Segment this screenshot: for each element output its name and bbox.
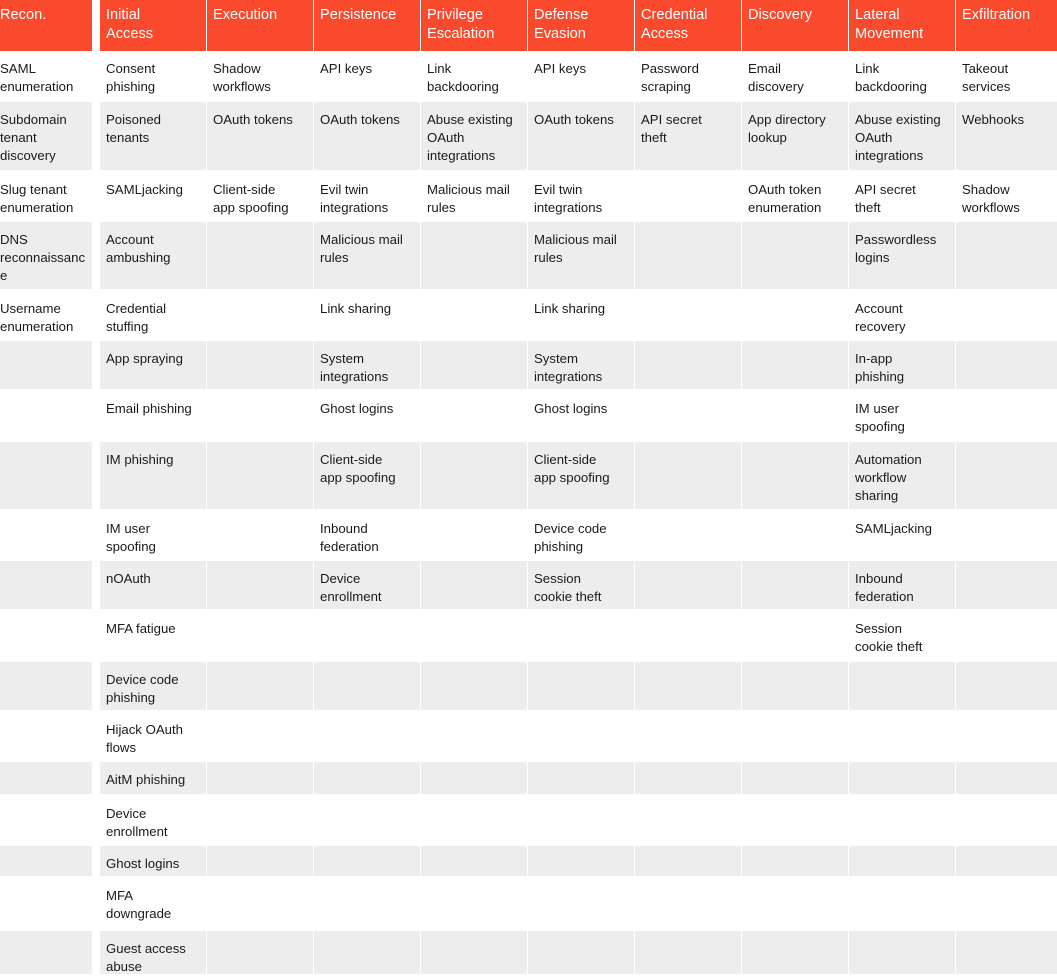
technique-cell: Guest access abuse [100,931,206,974]
technique-cell [207,878,313,929]
technique-cell: Ghost logins [534,401,608,416]
technique-cell: IM user spoofing [106,521,156,554]
tactic-header: Privilege Escalation [421,0,527,51]
technique-cell: Hijack OAuth flows [106,722,183,755]
tactic-column [528,0,634,974]
technique-cell [207,762,313,794]
technique-cell [0,442,92,509]
technique-cell: Client-side app spoofing [314,442,420,509]
technique-cell [528,878,634,929]
technique-cell [0,931,92,974]
technique-cell [0,662,92,710]
technique-cell: Session cookie theft [528,561,634,609]
technique-cell: SAMLjacking [106,182,183,197]
technique-cell: Password scraping [641,61,699,94]
technique-cell [207,561,313,609]
technique-cell [0,712,92,760]
technique-cell: App spraying [100,341,206,389]
technique-cell [0,611,92,660]
technique-cell: Malicious mail rules [528,222,634,289]
technique-cell [314,611,420,660]
technique-cell: MFA downgrade [106,888,172,921]
technique-cell: DNS reconnaissanc e [0,222,92,289]
technique-cell: API secret theft [855,182,916,215]
technique-cell [0,846,92,876]
technique-cell [956,662,1057,710]
technique-cell [0,878,92,929]
technique-cell [849,931,955,974]
technique-cell [314,712,420,760]
technique-cell [528,846,634,876]
technique-cell: MFA fatigue [106,621,176,636]
technique-cell [849,878,955,929]
technique-cell: Abuse existing OAuth integrations [849,102,955,170]
technique-cell [742,846,848,876]
tactic-column [421,0,527,974]
technique-cell: Username enumeration [0,301,74,334]
technique-cell [0,762,92,794]
technique-cell [956,846,1057,876]
technique-cell: API keys [320,61,373,76]
technique-cell: AitM phishing [100,762,206,794]
technique-cell [635,931,741,974]
technique-cell [421,391,527,440]
technique-cell: App directory lookup [742,102,848,170]
technique-cell [207,222,313,289]
technique-cell: Poisoned tenants [100,102,206,170]
technique-cell [635,662,741,710]
technique-cell [635,796,741,844]
technique-cell [207,511,313,559]
technique-cell [742,341,848,389]
technique-cell: Link backdooring [427,61,499,94]
tactic-column [100,0,206,974]
technique-cell: Link sharing [534,301,606,316]
technique-cell [956,442,1057,509]
technique-cell: API keys [534,61,587,76]
technique-cell [742,391,848,440]
technique-cell [635,172,741,220]
technique-cell: Account ambushing [100,222,206,289]
technique-cell: Session cookie theft [855,621,923,654]
tactic-column [956,0,1057,974]
technique-cell: OAuth tokens [207,102,313,170]
technique-cell [742,611,848,660]
technique-cell [0,511,92,559]
technique-cell [956,222,1057,289]
technique-cell [528,662,634,710]
technique-cell [635,291,741,339]
tactic-column [0,0,92,974]
technique-cell [207,712,313,760]
technique-cell [421,561,527,609]
technique-cell: Ghost logins [320,401,394,416]
technique-cell [421,846,527,876]
technique-cell [314,762,420,794]
technique-cell [956,391,1057,440]
technique-cell [742,291,848,339]
technique-cell [0,391,92,440]
technique-cell [956,931,1057,974]
technique-cell [635,611,741,660]
technique-cell [421,511,527,559]
technique-cell [635,561,741,609]
technique-cell [635,511,741,559]
technique-cell [421,796,527,844]
technique-cell [956,878,1057,929]
technique-cell: IM user spoofing [855,401,905,434]
technique-cell [742,222,848,289]
technique-cell [0,561,92,609]
technique-cell [742,511,848,559]
technique-cell [528,611,634,660]
technique-cell [956,561,1057,609]
technique-cell [849,712,955,760]
tactic-column [849,0,955,974]
technique-cell [742,931,848,974]
technique-cell [207,391,313,440]
technique-cell: Shadow workflows [213,61,271,94]
tactic-column [742,0,848,974]
technique-cell: Evil twin integrations [534,182,603,215]
technique-cell [207,291,313,339]
technique-cell: Device enrollment [106,806,168,839]
technique-cell: Link sharing [320,301,392,316]
technique-cell [635,341,741,389]
technique-cell [528,796,634,844]
technique-cell [207,796,313,844]
technique-cell: Device enrollment [314,561,420,609]
technique-cell [956,291,1057,339]
technique-cell [742,878,848,929]
technique-cell: Email phishing [106,401,192,416]
technique-cell: In-app phishing [849,341,955,389]
technique-cell [207,341,313,389]
technique-cell [956,712,1057,760]
technique-cell: Shadow workflows [962,182,1020,215]
technique-cell [207,611,313,660]
technique-cell: Email discovery [748,61,804,94]
tactic-header: Lateral Movement [849,0,955,51]
tactic-header: Credential Access [635,0,741,51]
technique-cell [742,662,848,710]
technique-cell [635,222,741,289]
technique-cell [849,846,955,876]
technique-cell [421,662,527,710]
technique-cell [742,762,848,794]
technique-cell [956,341,1057,389]
technique-cell [314,846,420,876]
technique-cell: Evil twin integrations [320,182,389,215]
tactic-header: Initial Access [100,0,206,51]
technique-cell: Inbound federation [849,561,955,609]
technique-cell [528,762,634,794]
technique-cell [207,662,313,710]
technique-cell: Ghost logins [100,846,206,876]
technique-cell [314,878,420,929]
technique-cell: SAMLjacking [855,521,932,536]
technique-cell [742,561,848,609]
technique-cell [849,662,955,710]
technique-cell: System integrations [314,341,420,389]
technique-cell [956,511,1057,559]
technique-cell: Abuse existing OAuth integrations [421,102,527,170]
technique-cell [742,796,848,844]
technique-cell [314,931,420,974]
technique-cell: IM phishing [100,442,206,509]
technique-cell [314,796,420,844]
technique-cell [207,846,313,876]
tactic-header: Persistence [314,0,420,51]
technique-cell [0,341,92,389]
technique-cell [314,662,420,710]
technique-cell: Malicious mail rules [427,182,510,215]
technique-cell: OAuth token enumeration [748,182,822,215]
technique-cell [635,712,741,760]
technique-cell [207,931,313,974]
technique-cell [742,442,848,509]
technique-cell [207,442,313,509]
technique-cell: Slug tenant enumeration [0,182,74,215]
technique-cell: Takeout services [962,61,1011,94]
technique-cell [956,762,1057,794]
technique-cell [635,442,741,509]
tactic-header: Defense Evasion [528,0,634,51]
technique-cell [635,391,741,440]
technique-cell: nOAuth [100,561,206,609]
technique-cell [635,878,741,929]
technique-cell: Consent phishing [106,61,156,94]
technique-cell [421,712,527,760]
technique-cell: Credential stuffing [106,301,167,334]
technique-cell [742,712,848,760]
technique-cell [421,341,527,389]
technique-cell [849,762,955,794]
tactic-header: Discovery [742,0,848,51]
technique-cell: Malicious mail rules [314,222,420,289]
technique-cell [421,762,527,794]
technique-cell [421,442,527,509]
technique-cell: Client-side app spoofing [213,182,289,215]
technique-cell: Subdomain tenant discovery [0,102,92,170]
technique-cell: API secret theft [635,102,741,170]
technique-cell [421,222,527,289]
technique-cell [956,796,1057,844]
technique-cell: Passwordless logins [849,222,955,289]
technique-cell: Automation workflow sharing [849,442,955,509]
technique-cell: Link backdooring [855,61,927,94]
technique-cell: System integrations [528,341,634,389]
technique-cell [635,762,741,794]
technique-cell [421,291,527,339]
technique-cell: Device code phishing [534,521,607,554]
technique-cell [421,878,527,929]
technique-cell [956,611,1057,660]
technique-cell: Inbound federation [320,521,379,554]
technique-cell: OAuth tokens [528,102,634,170]
tactic-header: Recon. [0,0,92,51]
technique-cell [849,796,955,844]
technique-cell: Account recovery [855,301,906,334]
technique-cell: Device code phishing [100,662,206,710]
technique-cell [421,931,527,974]
technique-cell [421,611,527,660]
technique-cell [635,846,741,876]
technique-cell: SAML enumeration [0,61,74,94]
technique-cell [528,712,634,760]
technique-cell: Webhooks [956,102,1057,170]
technique-cell: Client-side app spoofing [528,442,634,509]
technique-cell [0,796,92,844]
tactic-header: Execution [207,0,313,51]
tactic-column [207,0,313,974]
tactic-column [635,0,741,974]
technique-cell: OAuth tokens [314,102,420,170]
tactic-column [314,0,420,974]
tactic-header: Exfiltration [956,0,1057,51]
technique-cell [528,931,634,974]
